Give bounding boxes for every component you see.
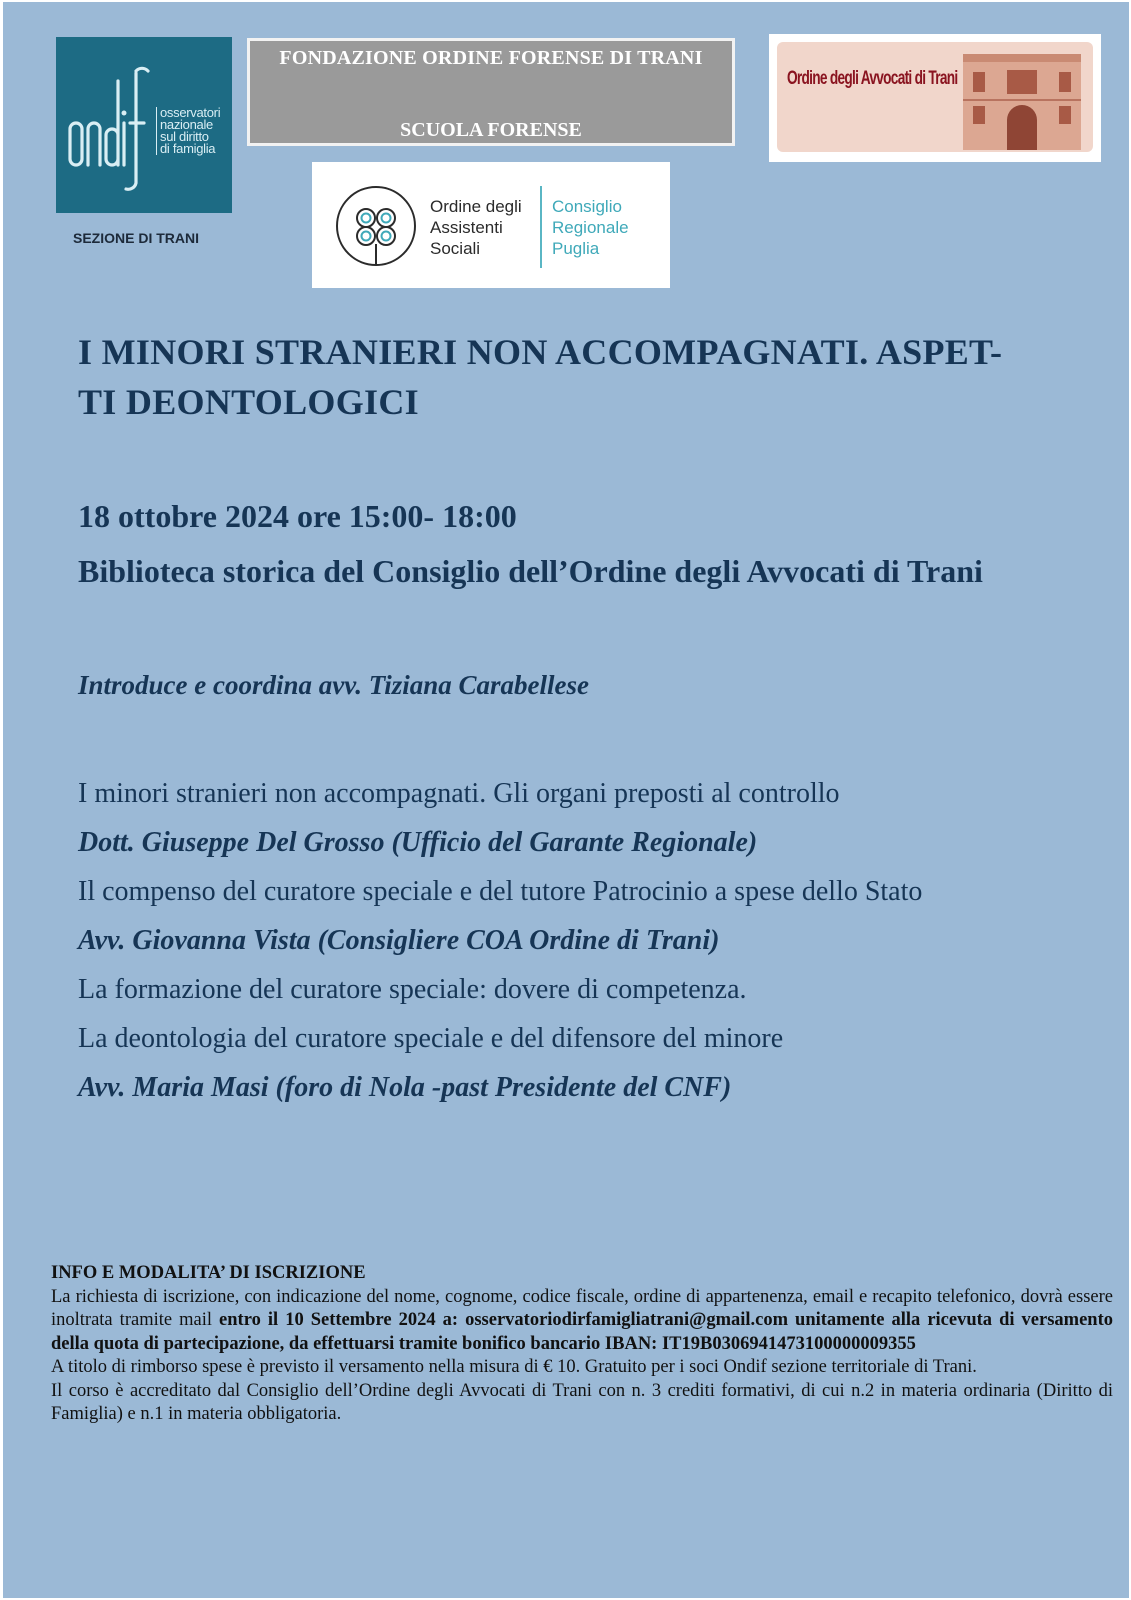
- ordine-avvocati-title: Ordine degli Avvocati di Trani: [787, 68, 958, 89]
- program-topic: La deontologia del curatore speciale e del difensore del minore: [78, 1023, 784, 1054]
- ondif-tagline-line: nazionale: [160, 117, 213, 132]
- assistenti-name: [430, 196, 522, 259]
- consiglio-name-line: Consiglio: [552, 197, 622, 216]
- ondif-tagline: [156, 107, 220, 155]
- assistenti-name-line: Assistenti: [430, 218, 503, 237]
- event-moderator: Introduce e coordina avv. Tiziana Carabellese: [78, 670, 589, 700]
- program-topic: Il compenso del curatore speciale e del tutore Patrocinio a spese dello Stato: [78, 876, 923, 907]
- registration-text: La richiesta di iscrizione, con indicazione del nome, cognome, codice fiscale, ordine di appartenenza, email e recapito telefonico, dovrà essere inoltrata tramite mail: [51, 1286, 1113, 1330]
- ondif-section-label: SEZIONE DI TRANI: [73, 230, 200, 246]
- program-topic: I minori stranieri non accompagnati. Gli organi preposti al controllo: [78, 778, 840, 809]
- building-icon: [957, 44, 1087, 150]
- ondif-tagline-line: di famiglia: [160, 141, 216, 156]
- ondif-logo: [56, 37, 232, 213]
- knot-emblem-icon: [334, 184, 418, 268]
- assistenti-name-line: Sociali: [430, 239, 481, 258]
- assistenti-sociali-logo: [312, 162, 670, 288]
- consiglio-name-line: Puglia: [552, 239, 600, 258]
- registration-paragraph: [51, 1286, 1113, 1357]
- ordine-avvocati-logo: [769, 34, 1101, 162]
- fondazione-banner: [247, 38, 735, 146]
- scuola-forense-label: SCUOLA FORENSE: [400, 119, 582, 141]
- ondif-tagline-line: sul diritto: [160, 129, 209, 144]
- event-date: 18 ottobre 2024 ore 15:00- 18:00: [78, 498, 517, 534]
- program-speaker: Avv. Maria Masi (foro di Nola -past Presidente del CNF): [78, 1072, 732, 1103]
- assistenti-name-line: Ordine degli: [430, 197, 522, 216]
- fee-paragraph: A titolo di rimborso spese è previsto il versamento nella misura di € 10. Gratuito per i soci Ondif sezione territoriale di Trani.: [51, 1357, 977, 1377]
- flyer-page: [3, 2, 1129, 1598]
- event-venue: Biblioteca storica del Consiglio dell’Ordine degli Avvocati di Trani: [78, 553, 983, 589]
- registration-deadline-and-payment: entro il 10 Settembre 2024 a: osservatoriodirfamigliatrani@gmail.com unitamente alla ricevuta di versamento della quota di partecipazione, da effettuarsi tramite bonifico bancario IBAN: IT19B0306941473100000009355: [51, 1310, 1113, 1354]
- event-title-line: TI DEONTOLOGICI: [78, 382, 419, 422]
- ondif-tagline-line: osservatori: [160, 105, 221, 120]
- event-title: [78, 327, 1078, 427]
- ondif-wordmark-icon: [64, 51, 154, 201]
- logo-divider: [540, 186, 542, 268]
- registration-heading: INFO E MODALITA’ DI ISCRIZIONE: [51, 1263, 366, 1283]
- fondazione-name: FONDAZIONE ORDINE FORENSE DI TRANI: [279, 47, 703, 69]
- event-title-line: I MINORI STRANIERI NON ACCOMPAGNATI. ASPET-: [78, 332, 1003, 372]
- program-speaker: Dott. Giuseppe Del Grosso (Ufficio del Garante Regionale): [78, 827, 758, 858]
- consiglio-name-line: Regionale: [552, 218, 629, 237]
- registration-info: [51, 1262, 1113, 1427]
- program-list: [78, 778, 1108, 1121]
- program-speaker: Avv. Giovanna Vista (Consigliere COA Ordine di Trani): [78, 925, 720, 956]
- consiglio-regionale-name: [552, 196, 629, 259]
- credits-paragraph: Il corso è accreditato dal Consiglio dell’Ordine degli Avvocati di Trani con n. 3 crediti formativi, di cui n.2 in materia ordinaria (Diritto di Famiglia) e n.1 in materia obbligatoria.: [51, 1380, 1113, 1424]
- program-topic: La formazione del curatore speciale: dovere di competenza.: [78, 974, 747, 1005]
